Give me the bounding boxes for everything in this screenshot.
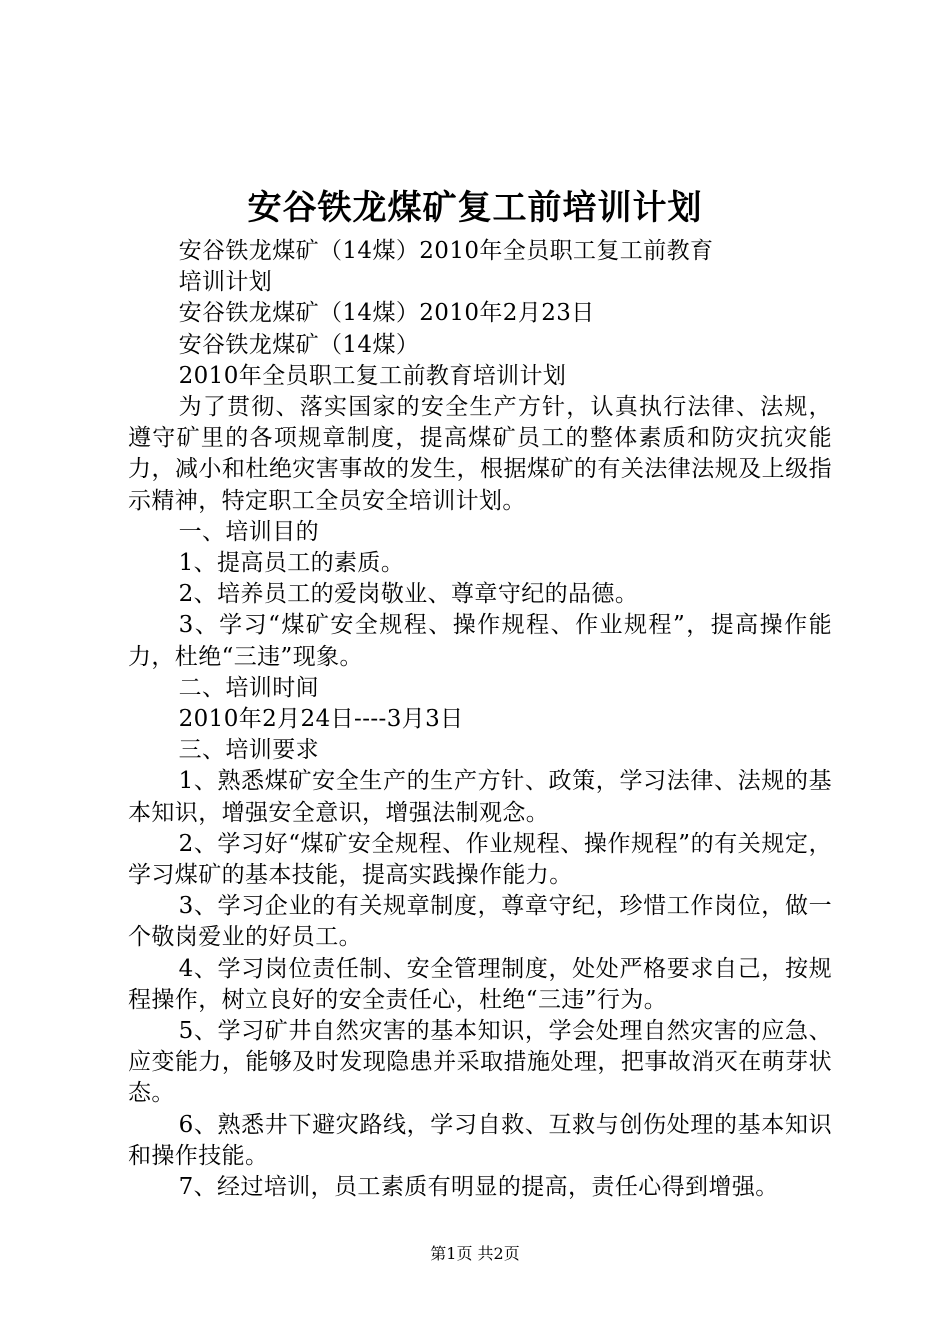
section-heading: 三、培训要求 [178, 737, 319, 764]
paragraph: 为了贯彻、落实国家的安全生产方针，认真执行法律、法规，遵守矿里的各项规章制度，提高煤矿员工的整体素质和防灾抗灾能力，减小和杜绝灾害事故的发生，根据煤矿的有关法律法规及上级指示精神，特定职工全员安全培训计划。 [128, 394, 832, 514]
list-item: 1、熟悉煤矿安全生产的生产方针、政策，学习法律、法规的基本知识，增强安全意识，增强法制观念。 [128, 768, 832, 826]
list-item: 2、培养员工的爱岗敬业、尊章守纪的品德。 [178, 581, 639, 608]
paragraph: 安谷铁龙煤矿（14煤）2010年全员职工复工前教育 [178, 238, 714, 264]
list-item: 5、学习矿井自然灾害的基本知识，学会处理自然灾害的应急、应变能力，能够及时发现隐患并采取措施处理，把事故消灭在萌芽状态。 [128, 1018, 832, 1107]
paragraph: 安谷铁龙煤矿（14煤）2010年2月23日 [178, 300, 595, 327]
paragraph: 安谷铁龙煤矿（14煤） [178, 331, 420, 358]
list-item: 3、学习“煤矿安全规程、操作规程、作业规程”，提高操作能力，杜绝“三违”现象。 [128, 612, 832, 670]
document-title: 安谷铁龙煤矿复工前培训计划 [247, 188, 703, 228]
paragraph: 2010年全员职工复工前教育培训计划 [178, 362, 567, 389]
paragraph: 培训计划 [178, 269, 273, 296]
paragraph: 2010年2月24日----3月3日 [178, 706, 464, 733]
list-item: 7、经过培训，员工素质有明显的提高，责任心得到增强。 [178, 1174, 779, 1201]
section-heading: 一、培训目的 [178, 518, 319, 545]
page-footer: 第1页 共2页 [430, 1244, 520, 1263]
list-item: 2、学习好“煤矿安全规程、作业规程、操作规程”的有关规定，学习煤矿的基本技能，提高实践操作能力。 [128, 830, 832, 889]
list-item: 3、学习企业的有关规章制度，尊章守纪，珍惜工作岗位，做一个敬岗爱业的好员工。 [128, 893, 832, 951]
list-item: 1、提高员工的素质。 [178, 550, 405, 577]
list-item: 6、熟悉井下避灾路线，学习自救、互救与创伤处理的基本知识和操作技能。 [128, 1111, 832, 1169]
document-body [128, 236, 832, 1203]
section-heading: 二、培训时间 [178, 674, 319, 701]
list-item: 4、学习岗位责任制、安全管理制度，处处严格要求自己，按规程操作，树立良好的安全责任心，杜绝“三违”行为。 [128, 955, 832, 1013]
